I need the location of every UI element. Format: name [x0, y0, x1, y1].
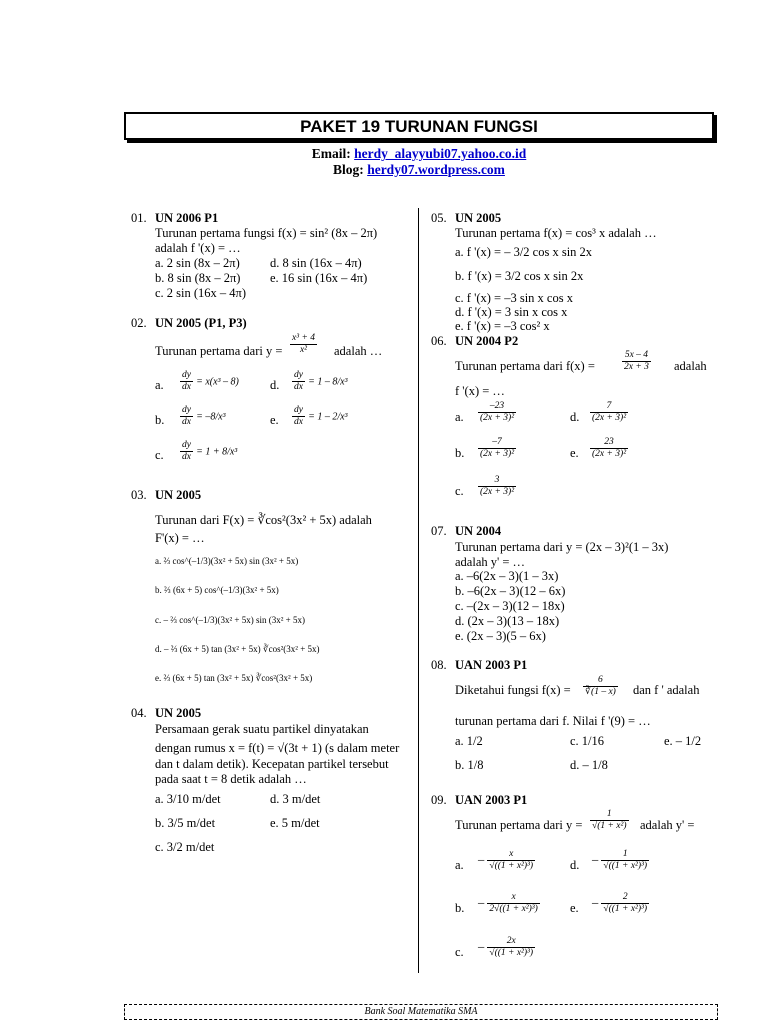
- q03-option-b[interactable]: b. ⅔ (6x + 5) cos^(–1/3)(3x² + 5x): [155, 585, 279, 595]
- minus-sign: –: [478, 852, 485, 867]
- q06-option-a[interactable]: [478, 401, 516, 424]
- q07-option-a[interactable]: a. –6(2x – 3)(1 – 3x): [455, 569, 559, 583]
- q07-stem: Turunan pertama dari y = (2x – 3)²(1 – 3x): [455, 540, 669, 554]
- q09-option-b-label: b.: [455, 901, 465, 915]
- q05-number: 05.: [431, 211, 447, 225]
- q02-option-e-label: e.: [270, 413, 279, 427]
- q02-fraction: [290, 333, 317, 356]
- q02-option-a[interactable]: $\frac{dy}{dx}$ = x(x³ – 8): [182, 370, 239, 392]
- q04-line3: dan t dalam detik). Kecepatan partikel tersebut: [155, 757, 389, 771]
- q08-option-d[interactable]: d. – 1/8: [570, 758, 608, 772]
- q06-source: UN 2004 P2: [455, 334, 519, 348]
- q02-option-d[interactable]: $\frac{dy}{dx}$ = 1 – 8/x³: [294, 370, 348, 392]
- email-line: [124, 146, 714, 162]
- q05-option-e[interactable]: e. f '(x) = –3 cos² x: [455, 319, 550, 333]
- q02-option-c-text: = 1 + 8/x³: [196, 446, 238, 458]
- q06-option-c-label: c.: [455, 484, 464, 498]
- minus-sign: –: [478, 895, 485, 910]
- q03-option-a[interactable]: a. ⅔ cos^(–1/3)(3x² + 5x) sin (3x² + 5x): [155, 556, 299, 566]
- q01-option-a[interactable]: a. 2 sin (8x – 2π): [155, 256, 240, 270]
- q02-option-d-text: = 1 – 8/x³: [308, 376, 348, 388]
- minus-sign: –: [592, 895, 599, 910]
- q09-number: 09.: [431, 793, 447, 807]
- q09-option-d-label: d.: [570, 858, 580, 872]
- q01-option-c[interactable]: c. 2 sin (16x – 4π): [155, 286, 247, 300]
- q06-option-d-label: d.: [570, 410, 580, 424]
- q04-option-d[interactable]: d. 3 m/det: [270, 792, 321, 806]
- q08-stem-end: dan f ' adalah: [633, 683, 700, 697]
- q01-number: 01.: [131, 211, 147, 225]
- q05-option-d[interactable]: d. f '(x) = 3 sin x cos x: [455, 305, 568, 319]
- q09-c-num: 2x: [487, 936, 535, 948]
- q07-number: 07.: [431, 524, 447, 538]
- blog-link[interactable]: herdy07.wordpress.com: [367, 162, 505, 177]
- page-footer: Bank Soal Matematika SMA: [124, 1004, 718, 1020]
- q08-option-a[interactable]: a. 1/2: [455, 734, 483, 748]
- q09-source: UAN 2003 P1: [455, 793, 528, 807]
- q02-option-b-text: = –8/x³: [196, 411, 226, 423]
- q05-source: UN 2005: [455, 211, 502, 225]
- q06-stem: Turunan pertama dari f(x) =: [455, 359, 595, 373]
- q03-stem: Turunan dari F(x) = ∛cos²(3x² + 5x) adalah: [155, 513, 372, 527]
- q06-option-e[interactable]: [590, 437, 628, 460]
- q01-stem2: adalah f '(x) = …: [155, 241, 241, 255]
- q05-option-b[interactable]: b. f '(x) = 3/2 cos x sin 2x: [455, 269, 584, 283]
- q04-line2: dengan rumus x = f(t) = √(3t + 1) (s dalam meter: [155, 741, 400, 755]
- q05-stem: Turunan pertama f(x) = cos³ x adalah …: [455, 226, 657, 240]
- q01-stem: Turunan pertama fungsi f(x) = sin² (8x – 2π): [155, 226, 378, 240]
- q06-d-num: 7: [590, 401, 628, 413]
- q02-option-b-label: b.: [155, 413, 165, 427]
- q09-fraction: [590, 809, 629, 832]
- q01-option-b[interactable]: b. 8 sin (8x – 2π): [155, 271, 241, 285]
- q09-option-b[interactable]: [478, 892, 540, 915]
- q06-a-den: (2x + 3)²: [480, 413, 515, 423]
- q06-fraction: [622, 350, 651, 373]
- minus-sign: –: [478, 939, 485, 954]
- q09-option-a-label: a.: [455, 858, 464, 872]
- q03-option-e[interactable]: e. ⅔ (6x + 5) tan (3x² + 5x) ∛cos²(3x² + 5x): [155, 673, 313, 683]
- q01-option-d[interactable]: d. 8 sin (16x – 4π): [270, 256, 362, 270]
- email-link[interactable]: herdy_alayyubi07.yahoo.co.id: [354, 146, 527, 161]
- q06-option-a-label: a.: [455, 410, 464, 424]
- q08-number: 08.: [431, 658, 447, 672]
- q09-a-den: √((1 + x²)³): [489, 861, 534, 871]
- q03-number: 03.: [131, 488, 147, 502]
- q09-d-num: 1: [601, 849, 649, 861]
- q09-option-c[interactable]: [478, 936, 535, 959]
- blog-label: Blog:: [333, 162, 364, 177]
- q06-stem-end: adalah: [674, 359, 707, 373]
- q05-option-c[interactable]: c. f '(x) = –3 sin x cos x: [455, 291, 573, 305]
- q09-denominator: √(1 + x²): [592, 821, 627, 831]
- q08-option-c[interactable]: c. 1/16: [570, 734, 605, 748]
- q06-e-num: 23: [590, 437, 628, 449]
- q02-option-e-text: = 1 – 2/x³: [308, 411, 348, 423]
- q09-option-e-label: e.: [570, 901, 579, 915]
- q04-option-b[interactable]: b. 3/5 m/det: [155, 816, 216, 830]
- q09-numerator: 1: [590, 809, 629, 821]
- q09-option-c-label: c.: [455, 945, 464, 959]
- q06-option-c[interactable]: [478, 475, 516, 498]
- q01-source: UN 2006 P1: [155, 211, 219, 225]
- q09-a-num: x: [487, 849, 535, 861]
- q09-d-den: √((1 + x²)³): [603, 861, 648, 871]
- q07-option-b[interactable]: b. –6(2x – 3)(12 – 6x): [455, 584, 566, 598]
- q02-option-c-label: c.: [155, 448, 164, 462]
- q06-option-d[interactable]: [590, 401, 628, 424]
- q06-denominator: 2x + 3: [624, 362, 649, 372]
- q04-number: 04.: [131, 706, 147, 720]
- q09-option-a[interactable]: [478, 849, 535, 872]
- q06-a-num: –23: [478, 401, 516, 413]
- q02-option-c[interactable]: $\frac{dy}{dx}$ = 1 + 8/x³: [182, 440, 238, 462]
- q06-option-e-label: e.: [570, 446, 579, 460]
- blog-line: [124, 162, 714, 178]
- q02-stem-end: adalah …: [334, 344, 383, 358]
- q06-stem2: f '(x) = …: [455, 384, 505, 398]
- q08-stem2: turunan pertama dari f. Nilai f '(9) = …: [455, 714, 651, 728]
- q06-option-b-label: b.: [455, 446, 465, 460]
- q09-stem: Turunan pertama dari y =: [455, 818, 583, 832]
- q06-e-den: (2x + 3)²: [592, 449, 627, 459]
- q09-e-num: 2: [601, 892, 649, 904]
- column-divider: [418, 208, 419, 973]
- q06-c-num: 3: [478, 475, 516, 487]
- q03-option-d[interactable]: d. – ⅔ (6x + 5) tan (3x² + 5x) ∛cos²(3x² + 5x): [155, 644, 320, 654]
- q09-b-num: x: [487, 892, 539, 904]
- q03-source: UN 2005: [155, 488, 202, 502]
- q09-c-den: √((1 + x²)³): [489, 948, 534, 958]
- q09-b-den: 2√((1 + x²)³): [489, 904, 538, 914]
- q09-stem-end: adalah y' =: [640, 818, 695, 832]
- email-label: Email:: [311, 146, 351, 161]
- q08-fraction: [583, 675, 618, 698]
- q07-source: UN 2004: [455, 524, 502, 538]
- q04-option-a[interactable]: a. 3/10 m/det: [155, 792, 221, 806]
- q04-source: UN 2005: [155, 706, 202, 720]
- q06-b-num: –7: [478, 437, 516, 449]
- q06-d-den: (2x + 3)²: [592, 413, 627, 423]
- q08-option-e[interactable]: e. – 1/2: [664, 734, 702, 748]
- page-title: PAKET 19 TURUNAN FUNGSI: [124, 112, 714, 140]
- q04-line4: pada saat t = 8 detik adalah …: [155, 772, 307, 786]
- q02-option-b[interactable]: $\frac{dy}{dx}$ = –8/x³: [182, 405, 226, 427]
- q07-option-d[interactable]: d. (2x – 3)(13 – 18x): [455, 614, 560, 628]
- q04-option-e[interactable]: e. 5 m/det: [270, 816, 320, 830]
- q06-number: 06.: [431, 334, 447, 348]
- q08-option-b[interactable]: b. 1/8: [455, 758, 484, 772]
- q02-option-d-label: d.: [270, 378, 280, 392]
- q02-option-a-label: a.: [155, 378, 164, 392]
- q08-stem: Diketahui fungsi f(x) =: [455, 683, 571, 697]
- q02-stem: Turunan pertama dari y =: [155, 344, 283, 358]
- q02-option-e[interactable]: $\frac{dy}{dx}$ = 1 – 2/x³: [294, 405, 348, 427]
- q01-option-e[interactable]: e. 16 sin (16x – 4π): [270, 271, 368, 285]
- q05-option-a[interactable]: a. f '(x) = – 3/2 cos x sin 2x: [455, 245, 593, 259]
- q08-source: UAN 2003 P1: [455, 658, 528, 672]
- q06-b-den: (2x + 3)²: [480, 449, 515, 459]
- q08-denominator: ∛(1 – x): [585, 687, 616, 697]
- q07-option-e[interactable]: e. (2x – 3)(5 – 6x): [455, 629, 546, 643]
- q06-c-den: (2x + 3)²: [480, 487, 515, 497]
- q04-line1: Persamaan gerak suatu partikel dinyatakan: [155, 722, 369, 736]
- q04-option-c[interactable]: c. 3/2 m/det: [155, 840, 215, 854]
- q02-source: UN 2005 (P1, P3): [155, 316, 247, 330]
- q09-e-den: √((1 + x²)³): [603, 904, 648, 914]
- q09-option-e[interactable]: [592, 892, 649, 915]
- q02-option-a-text: = x(x³ – 8): [196, 376, 239, 388]
- q02-numerator: x³ + 4: [292, 333, 315, 343]
- q02-denominator: x²: [299, 345, 308, 355]
- q03-option-c[interactable]: c. – ⅔ cos^(–1/3)(3x² + 5x) sin (3x² + 5x): [155, 615, 305, 625]
- q03-stem2: F'(x) = …: [155, 531, 205, 545]
- q09-option-d[interactable]: [592, 849, 649, 872]
- q08-numerator: 6: [583, 675, 618, 687]
- q07-option-c[interactable]: c. –(2x – 3)(12 – 18x): [455, 599, 565, 613]
- q02-number: 02.: [131, 316, 147, 330]
- q06-option-b[interactable]: [478, 437, 516, 460]
- q06-numerator: 5x – 4: [622, 350, 651, 362]
- q07-stem2: adalah y' = …: [455, 555, 526, 569]
- minus-sign: –: [592, 852, 599, 867]
